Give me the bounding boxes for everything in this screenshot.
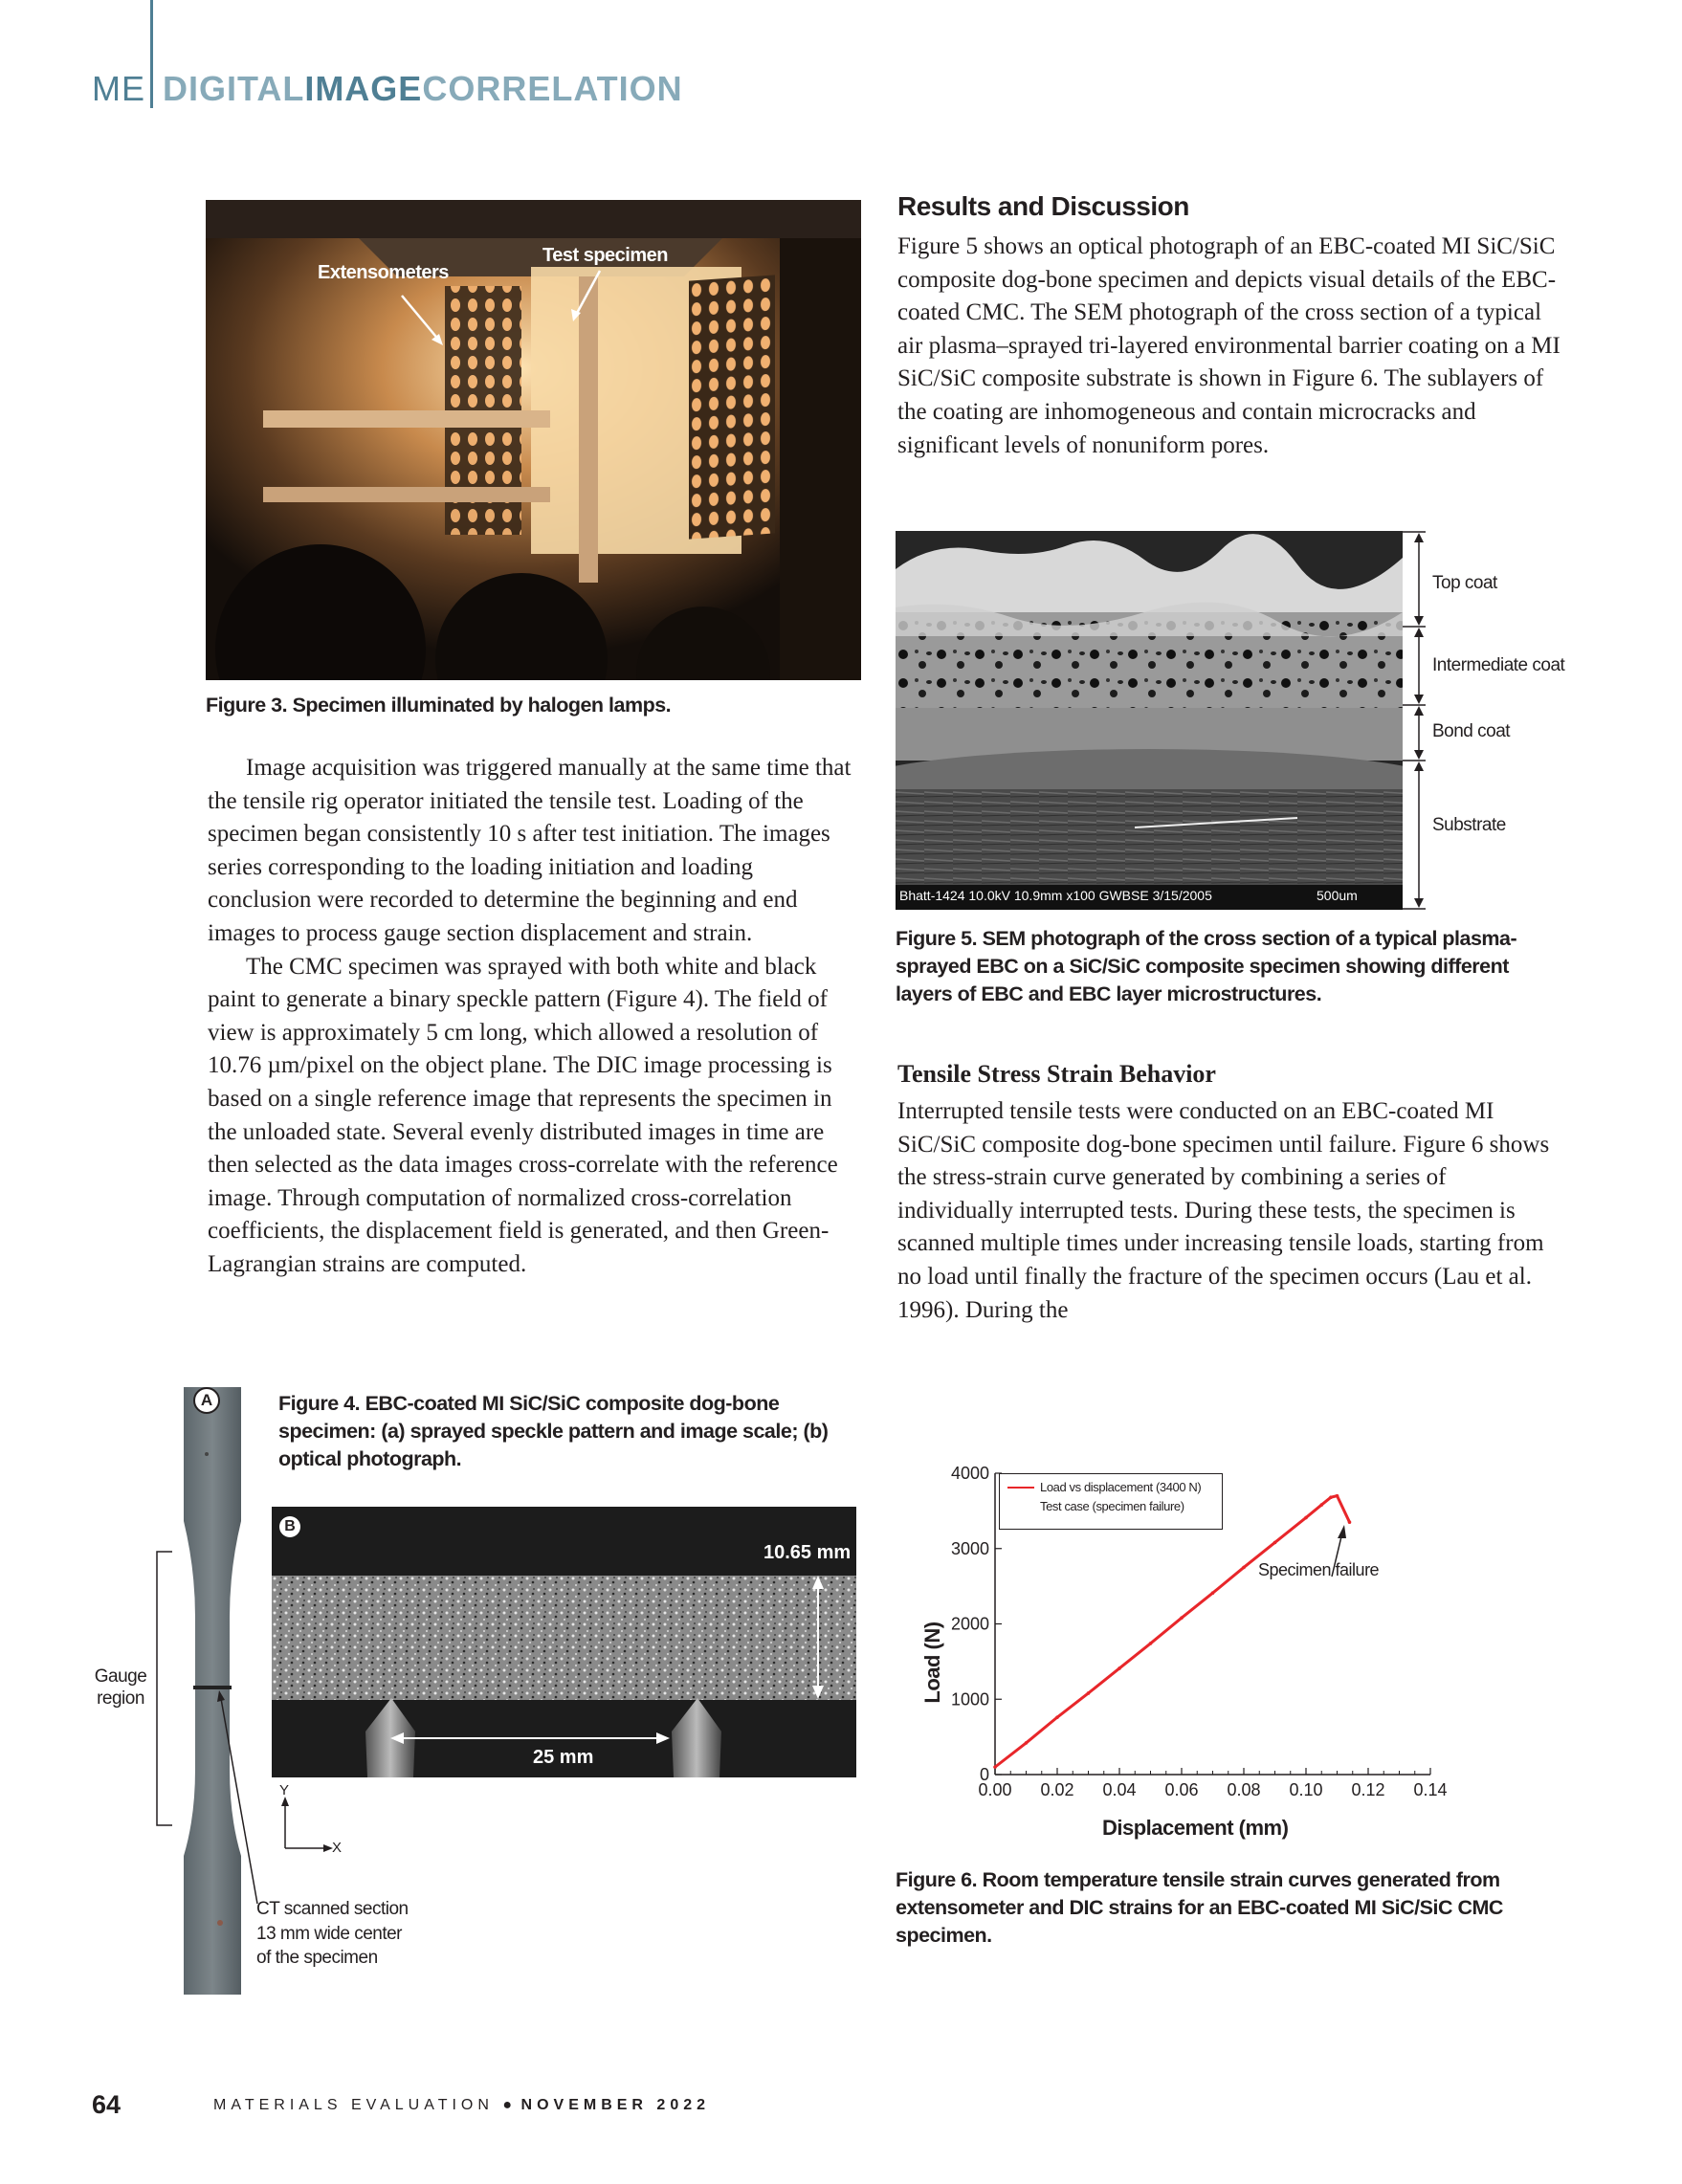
layer-substrate: Substrate [1432,815,1506,835]
figure5-caption: Figure 5. SEM photograph of the cross section of a typical plasma-sprayed EBC on a SiC/SiC composite specimen showing different layers of EBC and EBC layer microstructures. [896,927,1517,1005]
gauge-bracket [153,1550,182,1827]
chart-legend [999,1473,1223,1530]
x-tick-label: 0.06 [1164,1780,1199,1799]
x-tick-label: 0.00 [978,1780,1012,1799]
y-tick-label: 3000 [950,1538,989,1558]
data-point [1304,1516,1308,1520]
data-point [1319,1503,1323,1507]
figure3-photo [206,200,861,680]
y-tick-label: 2000 [950,1614,989,1634]
badge-b: B [279,1516,300,1537]
footer-journal: MATERIALS EVALUATION [213,2097,494,2113]
data-point [1211,1591,1215,1595]
title-part-correlation: CORRELATION [422,69,683,108]
chart-ylabel: Load (N) [920,1621,944,1704]
figure4-caption: Figure 4. EBC-coated MI SiC/SiC composite dog-bone specimen: (a) sprayed speckle pattern and image scale; (b) optical photograph. [278,1392,829,1470]
x-tick-label: 0.10 [1289,1780,1323,1799]
data-point [1336,1494,1339,1498]
results-text: Figure 5 shows an optical photograph of an EBC-coated MI SiC/SiC composite dog-bone specimen and depicts visual details of the EBC-coated CMC. The SEM photograph of the cross section of a typical air plasma–sprayed tri-layered environmental barrier coating on a MI SiC/SiC composite substrate is shown in Figure 6. The sublayers of the coating are inhomogeneous and contain microcracks and significant levels of nonuniform pores. [897,233,1560,458]
section-title [163,69,683,109]
paragraph-image-acquisition: Image acquisition was triggered manually at the same time that the tensile rig operator initiated the tensile test. Loading of the specimen began consistently 10 s after test initiation. The images series corresponding to the loading initiation and loading conclusion were recorded to determine the beginning and end images to process gauge section displacement and strain. [208,755,852,946]
y-tick-label: 4000 [950,1464,989,1483]
legend-swatch [1007,1487,1034,1489]
chart-xlabel: Displacement (mm) [1102,1816,1289,1840]
header-divider [150,0,153,108]
heading-results: Results and Discussion [897,191,1189,221]
heading-tensile: Tensile Stress Strain Behavior [897,1060,1216,1088]
data-point [1329,1495,1333,1499]
axis-x-label: X [332,1840,342,1856]
data-point [1273,1541,1277,1545]
ct-pointer [215,1688,273,1908]
chart-series [993,1494,1351,1769]
y-tick-label: 1000 [950,1689,989,1710]
footer-issue: NOVEMBER 2022 [520,2097,711,2113]
length-dimension-label: 25 mm [533,1747,594,1768]
x-tick-label: 0.02 [1040,1780,1074,1799]
series-line-load-vs-displacement [995,1496,1350,1768]
sem-info-bar: Bhatt-1424 10.0kV 10.9mm x100 GWBSE 3/15/2005 [899,888,1212,903]
layer-intermediate-coat: Intermediate coat [1432,655,1565,675]
x-tick-label: 0.08 [1227,1780,1261,1799]
figure6-chart [899,1454,1473,1856]
ct-scanned-label: CT scanned section 13 mm wide center of the specimen [256,1899,409,1968]
label-extensometers: Extensometers [318,262,449,283]
data-point [1149,1642,1153,1645]
section-tag: ME [92,69,145,108]
x-tick-label: 0.12 [1351,1780,1385,1799]
figure4b-speckle-photo [272,1507,856,1777]
width-dimension-label: 10.65 mm [764,1542,852,1563]
footer-bullet: ● [502,2097,513,2113]
data-point [1055,1715,1059,1719]
title-part-image: IMAGE [304,69,423,108]
layer-bond-coat: Bond coat [1432,721,1511,741]
left-column-text [208,752,860,1282]
sem-graphic [896,531,1403,910]
paragraph-speckle-pattern: The CMC specimen was sprayed with both white and black paint to generate a binary speckle pattern (Figure 4). The field of view is approximately 5 cm long, which allowed a resolution of 10.76 µm/pixel on the object plane. The DIC image processing is based on a single reference image that represents the specimen in the unloaded state. Several evenly distributed images in time are then selected as the data images cross-correlate with the reference image. Through computation of normalized cross-correlation coefficients, the displacement field is generated, and then Green-Lagrangian strains are computed. [208,953,838,1277]
data-point [993,1765,997,1769]
badge-a: A [193,1387,220,1414]
sem-scale-label: 500um [1317,888,1358,903]
title-part-digital: DIGITAL [163,69,305,108]
annotation-specimen-failure: Specimen failure [1258,1560,1380,1579]
legend-line1: Load vs displacement (3400 N) [1040,1480,1202,1494]
gauge-region-label: Gauge region [94,1666,147,1709]
figure5-sem-image [896,531,1403,910]
data-point [1118,1666,1121,1670]
layer-top-coat: Top coat [1432,573,1497,593]
axis-y-label: Y [279,1782,289,1798]
y-tick-label: 0 [979,1765,989,1784]
tensile-text: Interrupted tensile tests were conducted on an EBC-coated MI SiC/SiC composite dog-bone specimen until failure. Figure 6 shows the stress-strain curve generated by combining a series of individually interrupted tests. During these tests, the specimen is scanned multiple times under increasing tensile loads, starting from no load until finally the fracture of the specimen occurs (Lau et al. 1996). During the [897,1098,1550,1323]
page-number: 64 [92,2090,122,2119]
x-tick-label: 0.04 [1102,1780,1137,1799]
data-point [1348,1520,1352,1524]
x-tick-label: 0.14 [1413,1780,1448,1799]
data-point [1025,1741,1029,1745]
failure-pointer-head [1338,1525,1346,1538]
footer-publication [213,2097,710,2114]
figure3-arrows [206,200,861,680]
data-point [1180,1616,1184,1620]
figure3-caption: Figure 3. Specimen illuminated by halogen lamps. [206,694,672,717]
figure6-caption: Figure 6. Room temperature tensile strain curves generated from extensometer and DIC strains for an EBC-coated MI SiC/SiC CMC specimen. [896,1868,1503,1947]
data-point [1242,1566,1246,1570]
data-point [1087,1691,1091,1695]
label-test-specimen: Test specimen [542,245,668,266]
legend-line2: Test case (specimen failure) [1040,1499,1184,1513]
